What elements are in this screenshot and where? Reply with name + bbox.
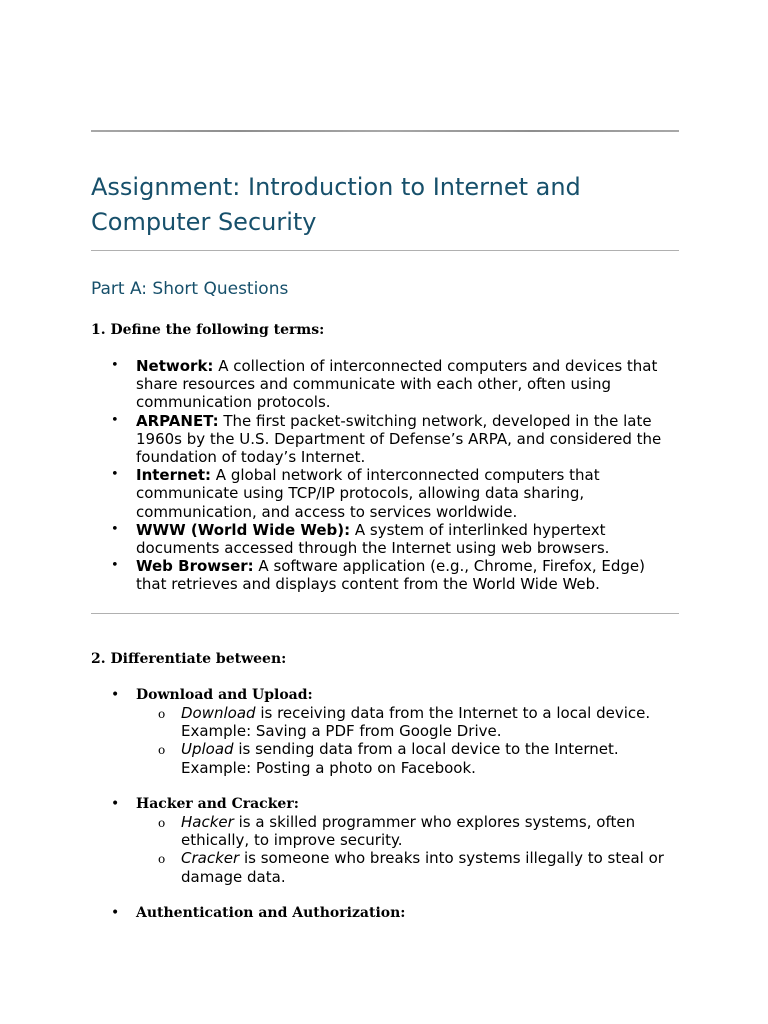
bullet-icon: • [111,905,120,921]
circle-bullet-icon: o [158,816,166,830]
bullet-icon: • [111,412,119,428]
question-2-heading: 2. Differentiate between: [91,651,287,667]
bullet-icon: • [111,358,119,373]
definition-text: A system of interlinked hypertext documents accessed through the Internet using web browsers. [136,520,610,558]
bullet-icon: • [111,687,120,703]
comparison-term: Upload [181,740,234,759]
document-title: Assignment: Introduction to Internet and Computer Security [91,173,581,236]
definition-item [91,412,679,467]
comparison-sublist [91,704,679,777]
circle-bullet-icon: o [158,852,166,867]
definition-item [91,557,679,593]
bullet-icon: • [111,521,119,537]
definition-text: A global network of interconnected computers that communicate using TCP/IP protocols, allowing data sharing, communication, and access to services worldwide. [136,466,600,521]
comparison-text: is a skilled programmer who explores systems, often ethically, to improve security. [181,813,636,850]
circle-bullet-icon: o [158,707,166,721]
comparison-item [91,704,679,740]
bullet-icon: • [111,796,120,812]
definition-item [91,466,679,521]
definition-text: The first packet-switching network, developed in the late 1960s by the U.S. Department of Defense’s ARPA, and considered the foundation of today’s Internet. [136,411,662,467]
comparison-item [91,813,679,849]
definition-item [91,357,679,412]
bullet-icon: • [111,467,119,483]
definition-text: A software application (e.g., Chrome, Firefox, Edge) that retrieves and displays content from the World Wide Web. [136,557,645,594]
comparison-item [91,849,679,885]
comparison-label [91,904,679,922]
comparison-label-text: Authentication and Authorization: [136,905,406,921]
comparison-text: is receiving data from the Internet to a local device. Example: Saving a PDF from Google Drive. [181,704,651,741]
comparison-group [91,904,679,922]
definition-term: ARPANET: [136,411,219,430]
definition-term: Internet: [136,466,212,485]
comparison-term: Cracker [181,849,240,868]
question-1-heading: 1. Define the following terms: [91,322,325,338]
comparison-group [91,795,679,886]
section-divider [91,613,679,614]
definition-term: Web Browser: [136,557,254,576]
comparison-label-text: Hacker and Cracker: [136,796,299,812]
circle-bullet-icon: o [158,743,166,758]
definition-term: Network: [136,357,214,375]
comparison-label [91,686,679,704]
comparison-text: is sending data from a local device to the Internet. Example: Posting a photo on Facebook. [181,740,619,777]
comparison-item [91,740,679,776]
comparison-group [91,686,679,777]
definition-text: A collection of interconnected computers and devices that share resources and communicate with each other, often using communication protocols. [136,357,658,412]
bullet-icon: • [111,558,119,574]
definition-term: WWW (World Wide Web): [136,520,351,539]
comparison-term: Download [181,704,256,722]
comparison-label-text: Download and Upload: [136,687,313,703]
definition-item [91,521,679,557]
comparison-text: is someone who breaks into systems illegally to steal or damage data. [181,849,664,886]
header-rule [91,130,679,132]
comparison-label [91,795,679,813]
definitions-list [91,357,679,594]
section-heading-part-a: Part A: Short Questions [91,279,289,299]
comparison-sublist [91,813,679,886]
comparison-term: Hacker [181,813,234,831]
title-divider [91,250,679,251]
